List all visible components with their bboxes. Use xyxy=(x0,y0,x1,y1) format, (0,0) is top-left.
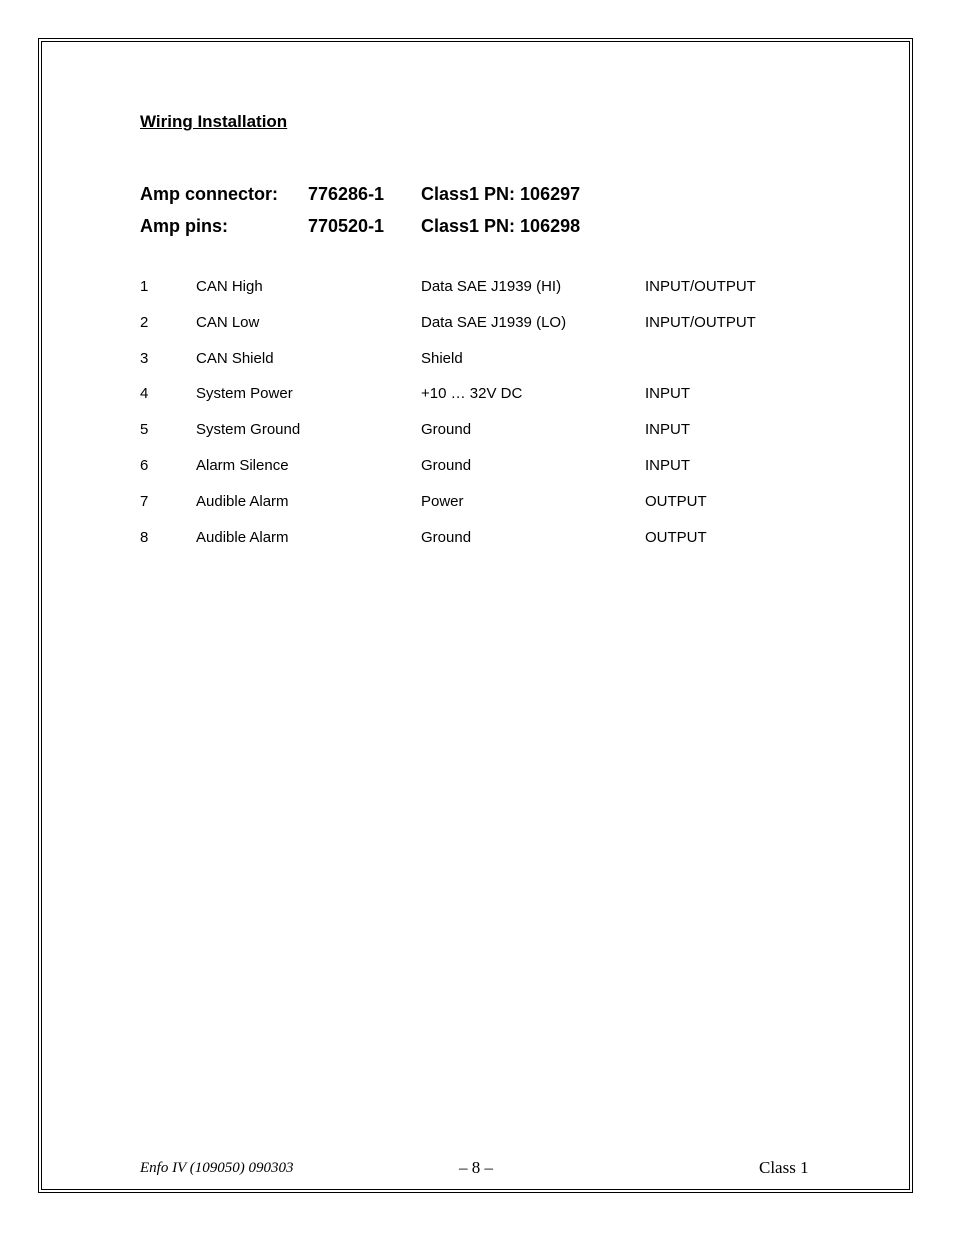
pin-signal-type: +10 … 32V DC xyxy=(421,385,523,403)
pin-number: 3 xyxy=(140,349,149,367)
pin-table xyxy=(140,278,840,564)
pin-direction: OUTPUT xyxy=(645,492,707,510)
pin-signal-type: Ground xyxy=(421,528,472,546)
pin-direction: INPUT/OUTPUT xyxy=(645,278,756,295)
pin-name: Audible Alarm xyxy=(196,528,289,546)
pin-name: Audible Alarm xyxy=(196,492,289,510)
pin-signal-type: Ground xyxy=(421,456,472,474)
pin-signal-type: Data SAE J1939 (HI) xyxy=(421,278,562,295)
pin-name: CAN High xyxy=(196,278,263,295)
amp-pins-number: 770520-1 xyxy=(308,216,385,236)
pin-number: 7 xyxy=(140,492,149,510)
pin-row xyxy=(140,314,840,350)
footer-page-number: – 8 – xyxy=(459,1158,493,1177)
amp-pins-class1-pn: Class1 PN: 106298 xyxy=(421,216,581,236)
pin-number: 4 xyxy=(140,385,149,403)
pin-name: System Ground xyxy=(196,421,301,439)
page-title: Wiring Installation xyxy=(140,112,288,131)
pin-row xyxy=(140,421,840,457)
pin-row xyxy=(140,457,840,493)
pin-direction: OUTPUT xyxy=(645,528,707,546)
pin-row xyxy=(140,278,840,314)
pin-number: 1 xyxy=(140,278,149,295)
pin-row xyxy=(140,529,840,565)
amp-connector-label: Amp connector: xyxy=(140,184,279,204)
footer-company: Class 1 xyxy=(759,1158,809,1177)
pin-direction: INPUT xyxy=(645,385,690,403)
page-border-inner xyxy=(41,41,910,1190)
amp-connector-number: 776286-1 xyxy=(308,184,385,204)
pin-row xyxy=(140,350,840,386)
pin-number: 8 xyxy=(140,528,149,546)
pin-signal-type: Power xyxy=(421,492,464,510)
pin-name: System Power xyxy=(196,385,293,403)
pin-signal-type: Shield xyxy=(421,349,463,367)
pin-name: CAN Low xyxy=(196,313,260,331)
pin-direction: INPUT/OUTPUT xyxy=(645,313,756,331)
pin-number: 6 xyxy=(140,456,149,474)
pin-row xyxy=(140,493,840,529)
pin-direction: INPUT xyxy=(645,456,690,474)
amp-connector-class1-pn: Class1 PN: 106297 xyxy=(421,184,581,204)
footer-document-id: Enfo IV (109050) 090303 xyxy=(140,1160,294,1176)
pin-direction: INPUT xyxy=(645,421,690,439)
amp-pins-label: Amp pins: xyxy=(140,216,228,236)
pin-signal-type: Data SAE J1939 (LO) xyxy=(421,313,567,331)
pin-signal-type: Ground xyxy=(421,421,472,439)
pin-name: CAN Shield xyxy=(196,349,274,367)
pin-name: Alarm Silence xyxy=(196,456,289,474)
pin-number: 5 xyxy=(140,421,149,439)
pin-number: 2 xyxy=(140,313,149,331)
pin-row xyxy=(140,385,840,421)
